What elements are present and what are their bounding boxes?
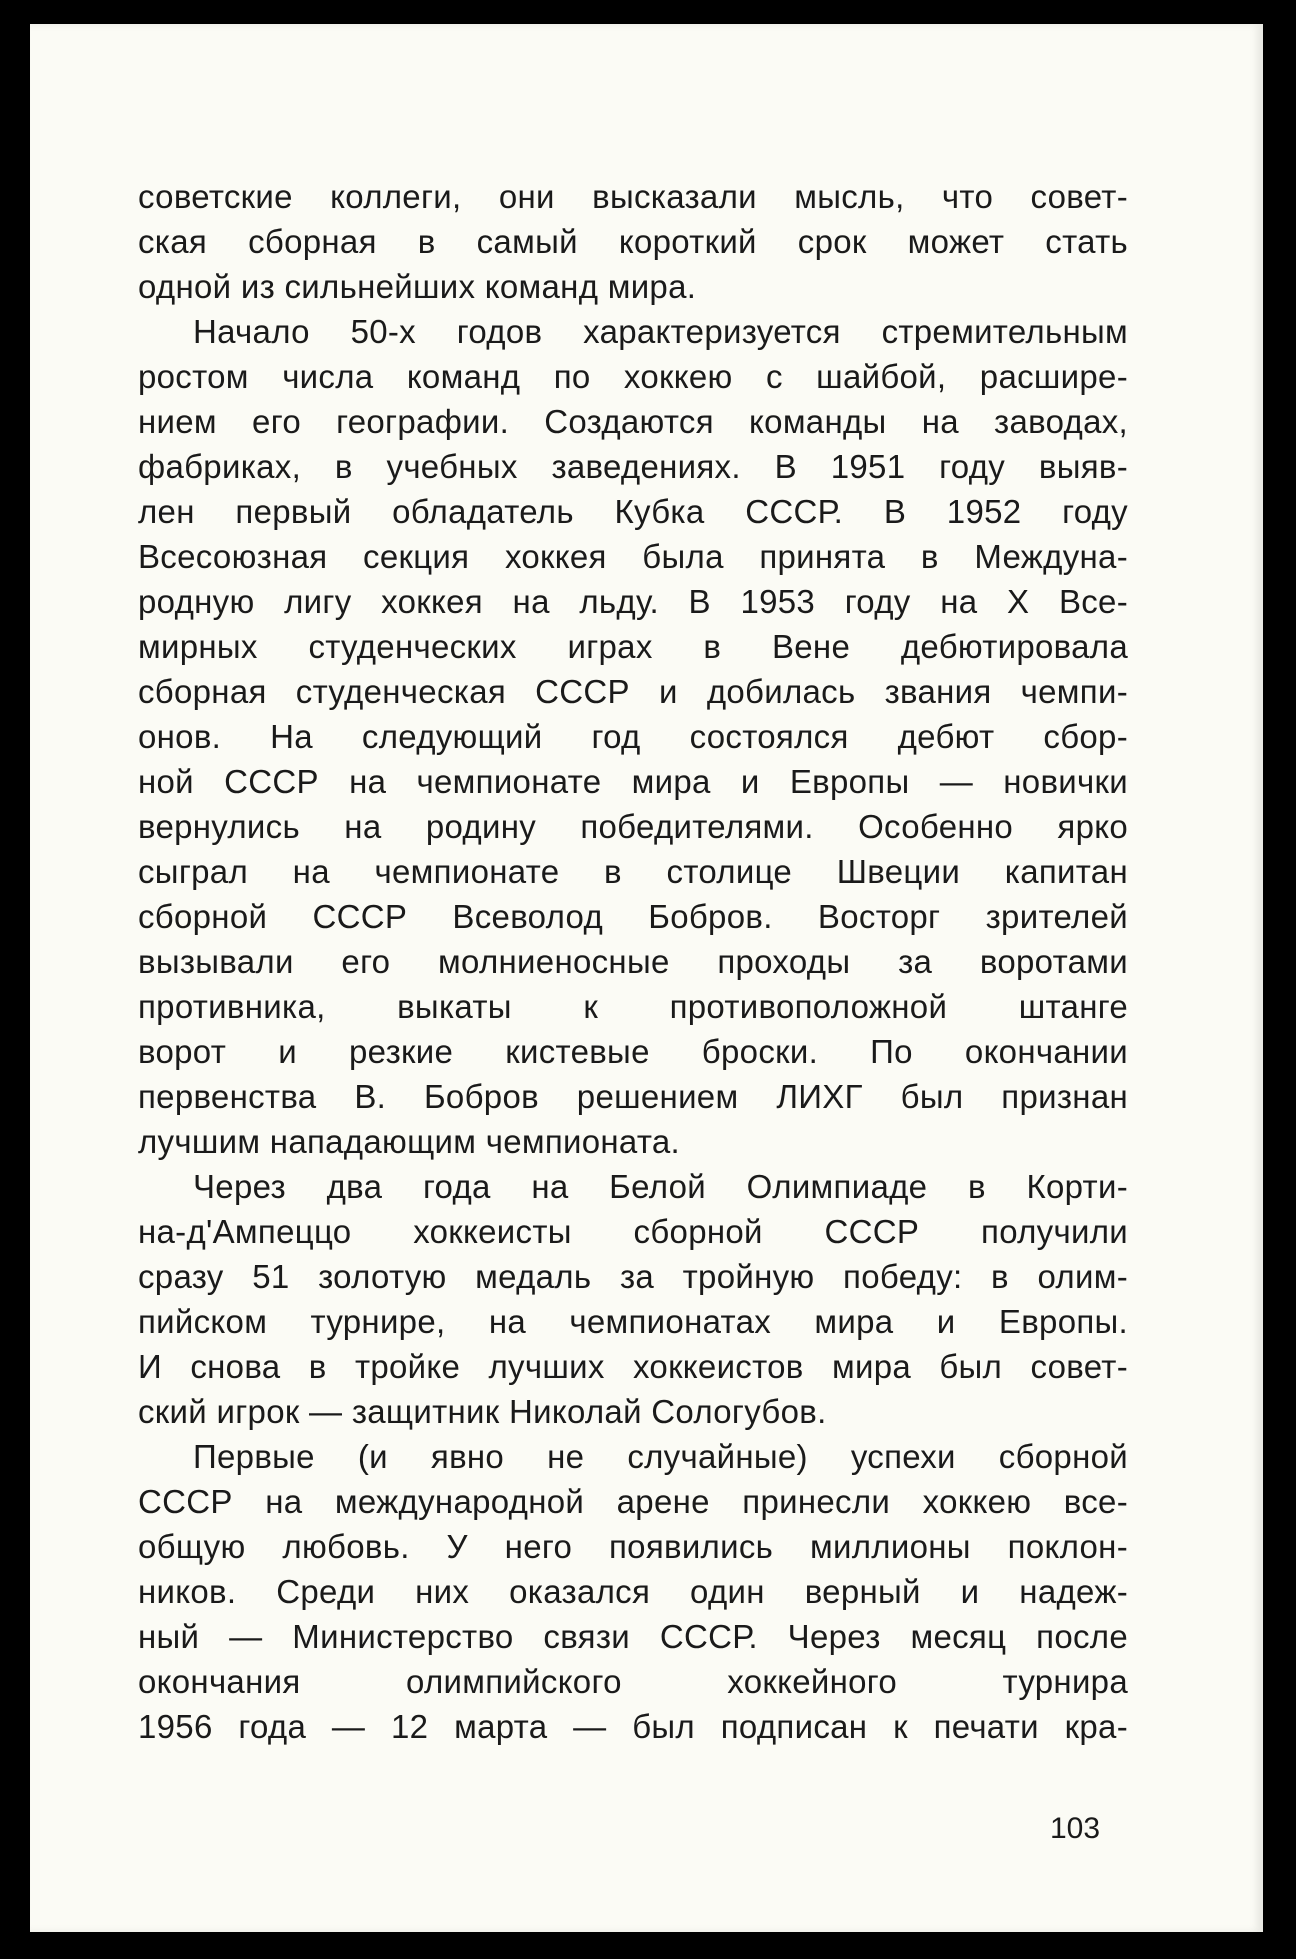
text-line: сыграл на чемпионате в столице Швеции капитан xyxy=(138,853,1128,890)
text-line: СССР на международной арене принесли хоккею все- xyxy=(138,1483,1128,1520)
paragraph xyxy=(138,1164,1128,1434)
text-line: 1956 года — 12 марта — был подписан к печати кра- xyxy=(138,1708,1128,1745)
text-line: ников. Среди них оказался один верный и надеж- xyxy=(138,1573,1128,1610)
text-line: онов. На следующий год состоялся дебют сбор- xyxy=(138,718,1128,755)
text-line: общую любовь. У него появились миллионы поклон- xyxy=(138,1528,1128,1565)
text-line: вернулись на родину победителями. Особенно ярко xyxy=(138,808,1128,845)
text-line: сразу 51 золотую медаль за тройную победу: в олим- xyxy=(138,1258,1128,1295)
text-line: ворот и резкие кистевые броски. По окончании xyxy=(138,1033,1128,1070)
paragraph xyxy=(138,1434,1128,1749)
text-line: одной из сильнейших команд мира. xyxy=(138,268,697,305)
text-line: советские коллеги, они высказали мысль, что совет- xyxy=(138,178,1128,215)
text-line: ной СССР на чемпионате мира и Европы — новички xyxy=(138,763,1128,800)
text-line: родную лигу хоккея на льду. В 1953 году на X Все- xyxy=(138,583,1128,620)
text-line: Первые (и явно не случайные) успехи сборной xyxy=(193,1438,1128,1475)
text-line: Начало 50-х годов характеризуется стремительным xyxy=(193,313,1128,350)
text-line: ный — Министерство связи СССР. Через месяц после xyxy=(138,1618,1128,1655)
text-line: мирных студенческих играх в Вене дебютировала xyxy=(138,628,1128,665)
text-line: ский игрок — защитник Николай Сологубов. xyxy=(138,1393,827,1430)
text-line: сборная студенческая СССР и добилась звания чемпи- xyxy=(138,673,1128,710)
text-line: ская сборная в самый короткий срок может стать xyxy=(138,223,1128,260)
text-line: фабриках, в учебных заведениях. В 1951 году выяв- xyxy=(138,448,1128,485)
text-line: лучшим нападающим чемпионата. xyxy=(138,1123,681,1160)
text-line: пийском турнире, на чемпионатах мира и Европы. xyxy=(138,1303,1128,1340)
text-line: нием его географии. Создаются команды на заводах, xyxy=(138,403,1128,440)
text-line: ростом числа команд по хоккею с шайбой, расшире- xyxy=(138,358,1128,395)
page-number: 103 xyxy=(1050,1812,1101,1845)
paragraph xyxy=(138,174,1128,309)
paragraph xyxy=(138,309,1128,1164)
text-line: вызывали его молниеносные проходы за воротами xyxy=(138,943,1128,980)
text-line: первенства В. Бобров решением ЛИХГ был признан xyxy=(138,1078,1128,1115)
text-line: И снова в тройке лучших хоккеистов мира был совет- xyxy=(138,1348,1128,1385)
text-line: Через два года на Белой Олимпиаде в Корти- xyxy=(193,1168,1128,1205)
text-line: на-д'Ампеццо хоккеисты сборной СССР получили xyxy=(138,1213,1128,1250)
text-line: сборной СССР Всеволод Бобров. Восторг зрителей xyxy=(138,898,1128,935)
text-line: противника, выкаты к противоположной штанге xyxy=(138,988,1128,1025)
text-line: лен первый обладатель Кубка СССР. В 1952 году xyxy=(138,493,1128,530)
text-line: окончания олимпийского хоккейного турнира xyxy=(138,1663,1128,1700)
body-text xyxy=(138,174,1128,1749)
text-line: Всесоюзная секция хоккея была принята в Междуна- xyxy=(138,538,1128,575)
book-page xyxy=(30,24,1263,1932)
